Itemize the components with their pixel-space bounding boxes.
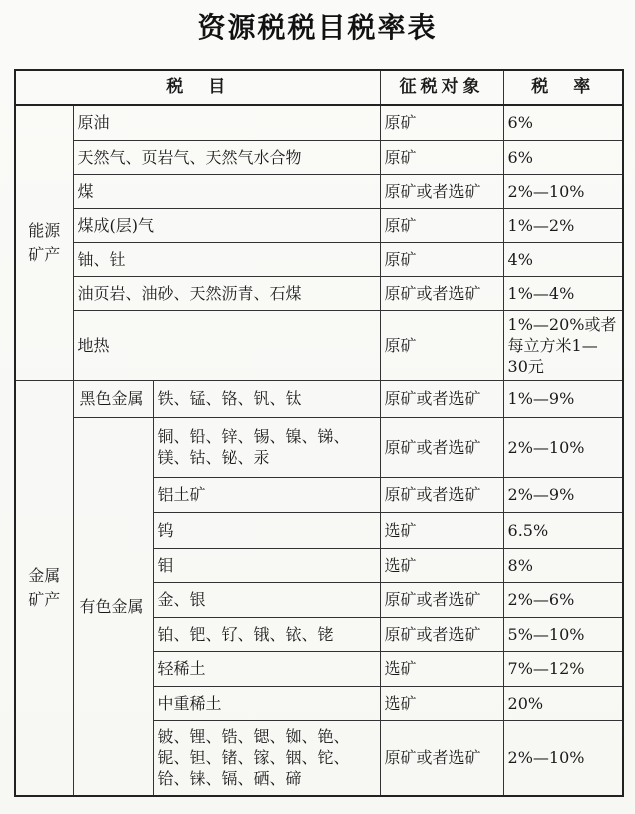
rate-cell: 8% (503, 548, 623, 582)
rate-cell: 7%—12% (503, 651, 623, 686)
object-cell: 原矿或者选矿 (380, 380, 503, 417)
table-row (15, 380, 623, 417)
rate-cell: 1%—9% (503, 380, 623, 417)
object-cell: 选矿 (380, 548, 503, 582)
table-row (15, 310, 623, 380)
rate-cell: 2%—10% (503, 720, 623, 796)
object-cell: 原矿或者选矿 (380, 276, 503, 310)
object-cell: 原矿 (380, 242, 503, 276)
rate-cell: 4% (503, 242, 623, 276)
item-cell: 油页岩、油砂、天然沥青、石煤 (73, 276, 380, 310)
header-object: 征税对象 (380, 70, 503, 105)
object-cell: 原矿 (380, 105, 503, 140)
object-cell: 原矿 (380, 140, 503, 174)
subcategory-ferrous: 黑色金属 (73, 380, 153, 417)
object-cell: 原矿或者选矿 (380, 617, 503, 651)
item-cell: 铁、锰、铬、钒、钛 (153, 380, 380, 417)
rate-cell: 20% (503, 686, 623, 720)
page-title: 资源税税目税率表 (197, 11, 438, 44)
item-cell: 铍、锂、锆、锶、铷、铯、铌、钽、锗、镓、铟、铊、铪、铼、镉、硒、碲 (153, 720, 380, 796)
category-metal-line1: 金属 (28, 565, 61, 585)
item-cell: 钨 (153, 512, 380, 548)
object-cell: 原矿或者选矿 (380, 720, 503, 796)
rate-cell: 2%—9% (503, 477, 623, 512)
header-item: 税 目 (15, 70, 380, 105)
item-cell: 煤 (73, 174, 380, 208)
item-cell: 钼 (153, 548, 380, 582)
object-cell: 选矿 (380, 651, 503, 686)
category-energy (15, 105, 73, 380)
item-cell: 天然气、页岩气、天然气水合物 (73, 140, 380, 174)
table-row (15, 174, 623, 208)
object-cell: 原矿或者选矿 (380, 582, 503, 617)
table-header-row (15, 70, 623, 105)
rate-cell: 6.5% (503, 512, 623, 548)
item-cell: 轻稀土 (153, 651, 380, 686)
rate-cell: 5%—10% (503, 617, 623, 651)
tax-rate-table (14, 69, 624, 797)
table-row (15, 105, 623, 140)
object-cell: 选矿 (380, 512, 503, 548)
item-cell: 金、银 (153, 582, 380, 617)
table-row (15, 417, 623, 477)
item-cell: 铀、钍 (73, 242, 380, 276)
item-cell: 铝土矿 (153, 477, 380, 512)
object-cell: 原矿 (380, 208, 503, 242)
rate-cell: 1%—4% (503, 276, 623, 310)
rate-cell: 6% (503, 105, 623, 140)
category-metal (15, 380, 73, 796)
rate-cell: 1%—20%或者每立方米1—30元 (503, 310, 623, 380)
item-cell: 铂、钯、钌、锇、铱、铑 (153, 617, 380, 651)
item-cell: 铜、铅、锌、锡、镍、锑、镁、钴、铋、汞 (153, 417, 380, 477)
object-cell: 原矿或者选矿 (380, 477, 503, 512)
category-energy-line1: 能源 (28, 220, 61, 240)
item-cell: 煤成(层)气 (73, 208, 380, 242)
table-row (15, 208, 623, 242)
object-cell: 原矿或者选矿 (380, 417, 503, 477)
rate-cell: 2%—6% (503, 582, 623, 617)
category-energy-line2: 矿产 (28, 244, 61, 264)
rate-cell: 6% (503, 140, 623, 174)
rate-cell: 2%—10% (503, 174, 623, 208)
item-cell: 地热 (73, 310, 380, 380)
category-metal-line2: 矿产 (28, 589, 61, 609)
header-rate: 税 率 (503, 70, 623, 105)
object-cell: 原矿或者选矿 (380, 174, 503, 208)
rate-cell: 1%—2% (503, 208, 623, 242)
object-cell: 原矿 (380, 310, 503, 380)
object-cell: 选矿 (380, 686, 503, 720)
item-cell: 中重稀土 (153, 686, 380, 720)
item-cell: 原油 (73, 105, 380, 140)
rate-cell: 2%—10% (503, 417, 623, 477)
table-row (15, 140, 623, 174)
table-row (15, 242, 623, 276)
table-row (15, 276, 623, 310)
subcategory-nonferrous: 有色金属 (73, 417, 153, 796)
